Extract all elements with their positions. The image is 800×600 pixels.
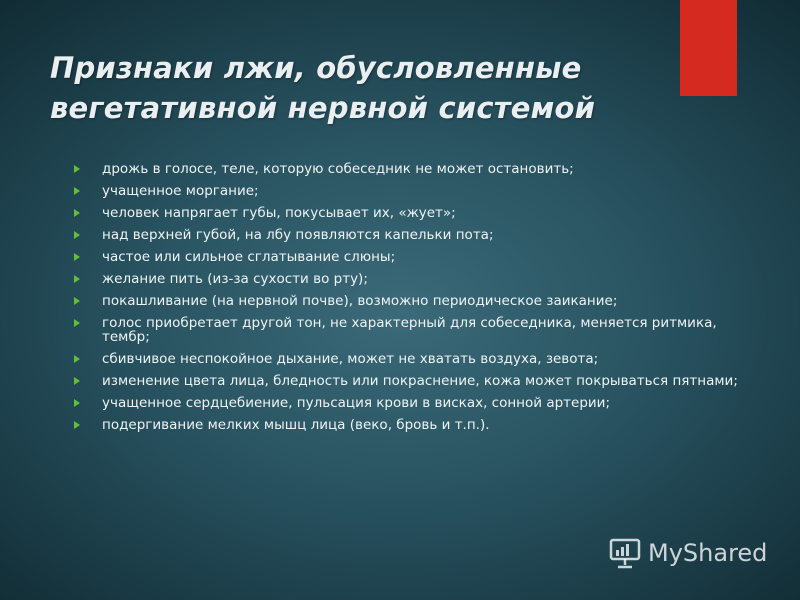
bullet-text: изменение цвета лица, бледность или покраснение, кожа может покрываться пятнами; bbox=[102, 373, 738, 389]
bullet-arrow-icon bbox=[74, 319, 80, 327]
bullet-arrow-icon bbox=[74, 275, 80, 283]
bullet-text: человек напрягает губы, покусывает их, «жует»; bbox=[102, 205, 456, 221]
bullet-item bbox=[70, 352, 760, 366]
watermark-text: MyShared bbox=[648, 539, 768, 567]
bullet-arrow-icon bbox=[74, 187, 80, 195]
bullet-item bbox=[70, 250, 760, 264]
bullet-item bbox=[70, 418, 760, 432]
bullet-text: подергивание мелких мышц лица (веко, бровь и т.п.). bbox=[102, 417, 490, 433]
bullet-item bbox=[70, 316, 760, 344]
bullet-item bbox=[70, 184, 760, 198]
bullet-arrow-icon bbox=[74, 377, 80, 385]
bullet-item bbox=[70, 162, 760, 176]
title-line: вегетативной нервной системой bbox=[50, 91, 596, 125]
bullet-item bbox=[70, 396, 760, 410]
bullet-arrow-icon bbox=[74, 209, 80, 217]
bullet-text: желание пить (из-за сухости во рту); bbox=[102, 271, 368, 287]
bullet-text: голос приобретает другой тон, не характерный для собеседника, меняется ритмика, тембр; bbox=[102, 315, 717, 345]
bullet-arrow-icon bbox=[74, 297, 80, 305]
bullet-item bbox=[70, 206, 760, 220]
bullet-arrow-icon bbox=[74, 399, 80, 407]
bullet-arrow-icon bbox=[74, 231, 80, 239]
bullet-text: учащенное моргание; bbox=[102, 183, 259, 199]
bullet-text: учащенное сердцебиение, пульсация крови в висках, сонной артерии; bbox=[102, 395, 610, 411]
bullet-item bbox=[70, 228, 760, 242]
title-line: Признаки лжи, обусловленные bbox=[50, 51, 582, 85]
bullet-arrow-icon bbox=[74, 355, 80, 363]
bullet-item bbox=[70, 294, 760, 308]
bullet-arrow-icon bbox=[74, 165, 80, 173]
bullet-item bbox=[70, 374, 760, 388]
presentation-board-icon bbox=[608, 536, 642, 570]
bullet-item bbox=[70, 272, 760, 286]
bullet-text: сбивчивое неспокойное дыхание, может не хватать воздуха, зевота; bbox=[102, 351, 599, 367]
slide-title bbox=[50, 48, 670, 128]
bullet-text: дрожь в голосе, теле, которую собеседник не может остановить; bbox=[102, 161, 574, 177]
bullet-text: частое или сильное сглатывание слюны; bbox=[102, 249, 396, 265]
watermark-logo bbox=[608, 535, 767, 571]
bullet-list bbox=[70, 162, 760, 440]
bullet-arrow-icon bbox=[74, 253, 80, 261]
accent-bar bbox=[680, 0, 737, 96]
bullet-arrow-icon bbox=[74, 421, 80, 429]
bullet-text: покашливание (на нервной почве), возможно периодическое заикание; bbox=[102, 293, 618, 309]
bullet-text: над верхней губой, на лбу появляются капельки пота; bbox=[102, 227, 494, 243]
